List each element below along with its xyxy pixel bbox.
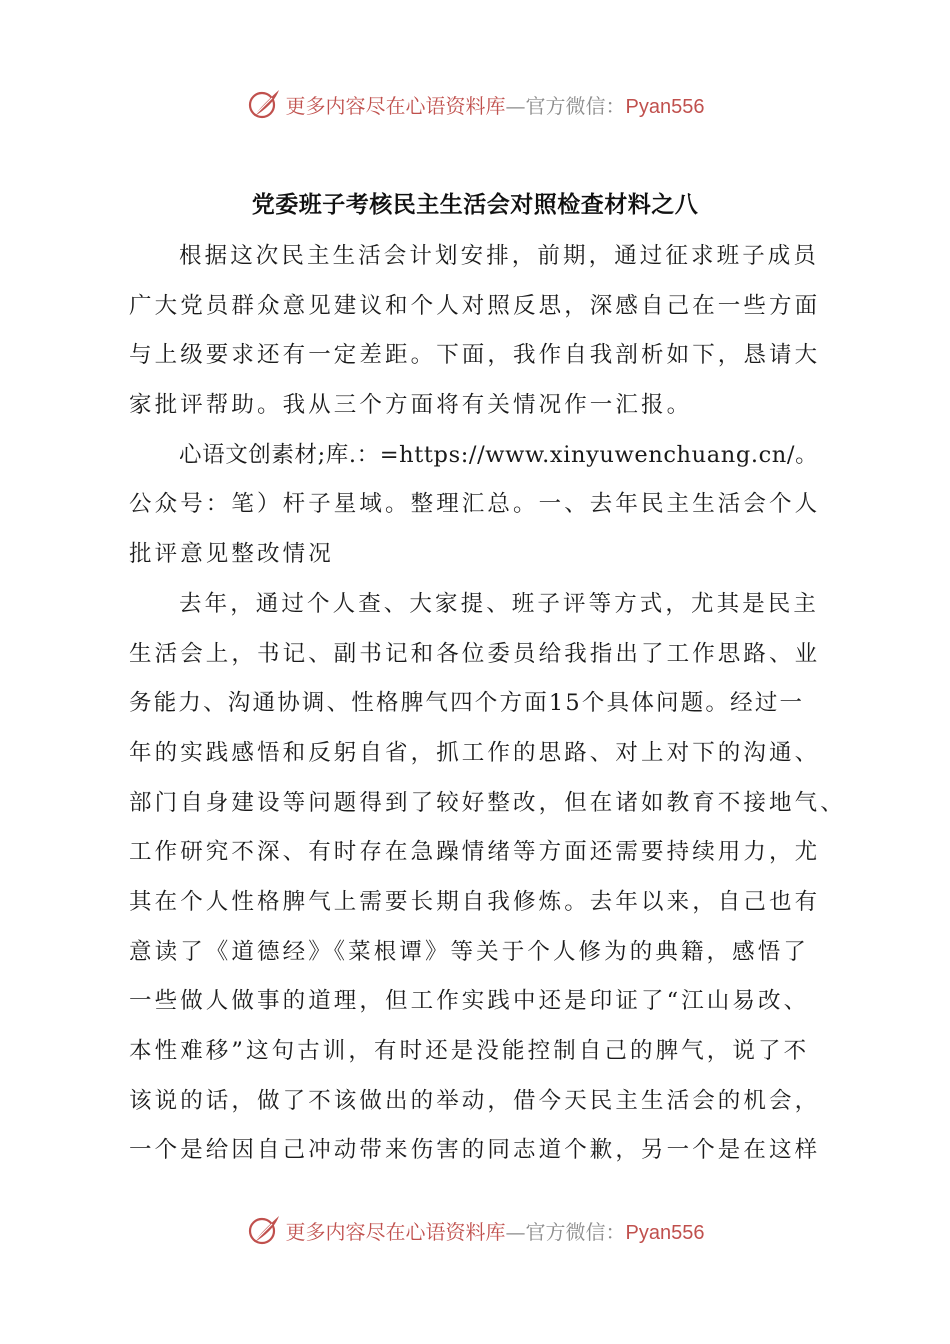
header-watermark-banner — [0, 82, 950, 126]
paragraph-line: 务能力、沟通协调、性格脾气四个方面15个具体问题。经过一 — [129, 690, 805, 717]
banner-separator: — — [505, 93, 526, 118]
paragraph-line: 与上级要求还有一定差距。下面，我作自我剖析如下，恳请大 — [129, 342, 821, 369]
banner-brand: 更多内容尽在心语资料库 — [285, 93, 506, 118]
banner-wechat-label: 官方微信： — [525, 93, 626, 118]
quill-pen-logo-icon — [246, 1212, 282, 1248]
banner-brand: 更多内容尽在心语资料库 — [285, 1219, 506, 1244]
paragraph-line: 其在个人性格脾气上需要长期自我修炼。去年以来，自己也有 — [129, 888, 821, 915]
document-title: 党委班子考核民主生活会对照检查材料之八 — [251, 192, 699, 218]
banner-separator: — — [505, 1219, 526, 1244]
paragraph-line: 广大党员群众意见建议和个人对照反思，深感自己在一些方面 — [129, 292, 821, 319]
paragraph-line: 去年，通过个人查、大家提、班子评等方式，尤其是民主 — [179, 590, 820, 617]
paragraph-line: 部门自身建设等问题得到了较好整改，但在诸如教育不接地气、 — [129, 789, 846, 816]
document-body — [129, 232, 846, 1176]
banner-wechat-label: 官方微信： — [525, 1219, 626, 1244]
paragraph-line: 一些做人做事的道理，但工作实践中还是印证了“江山易改、 — [129, 988, 810, 1015]
paragraph-line: 公众号：笔）杆子星域。整理汇总。一、去年民主生活会个人 — [129, 491, 821, 518]
banner-wechat-id: Pyan556 — [625, 1221, 705, 1244]
paragraph-line: 该说的话，做了不该做出的举动，借今天民主生活会的机会， — [129, 1087, 821, 1114]
quill-pen-logo-icon — [246, 86, 282, 122]
paragraph-line: 工作研究不深、有时存在急躁情绪等方面还需要持续用力，尤 — [129, 839, 821, 866]
paragraph-line: 根据这次民主生活会计划安排，前期，通过征求班子成员 — [179, 243, 820, 269]
footer-watermark-banner — [0, 1208, 950, 1252]
paragraph-line: 年的实践感悟和反躬自省，抓工作的思路、对上对下的沟通、 — [129, 739, 821, 766]
banner-text — [286, 1216, 705, 1245]
paragraph-line: 本性难移”这句古训，有时还是没能控制自己的脾气，说了不 — [129, 1038, 810, 1064]
paragraph-line: 意读了《道德经》《菜根谭》等关于个人修为的典籍，感悟了 — [129, 938, 809, 965]
banner-wechat-id: Pyan556 — [625, 95, 705, 118]
paragraph-line: 一个是给因自己冲动带来伤害的同志道个歉，另一个是在这样 — [129, 1137, 821, 1164]
banner-text — [286, 90, 705, 119]
paragraph-line: 家批评帮助。我从三个方面将有关情况作一汇报。 — [129, 392, 693, 419]
paragraph-line: 生活会上，书记、副书记和各位委员给我指出了工作思路、业 — [129, 640, 821, 667]
section-heading-line: 批评意见整改情况 — [129, 541, 334, 568]
paragraph-line: 心语文创素材;库.：=https://www.xinyuwenchuang.cn/。 — [179, 441, 819, 468]
